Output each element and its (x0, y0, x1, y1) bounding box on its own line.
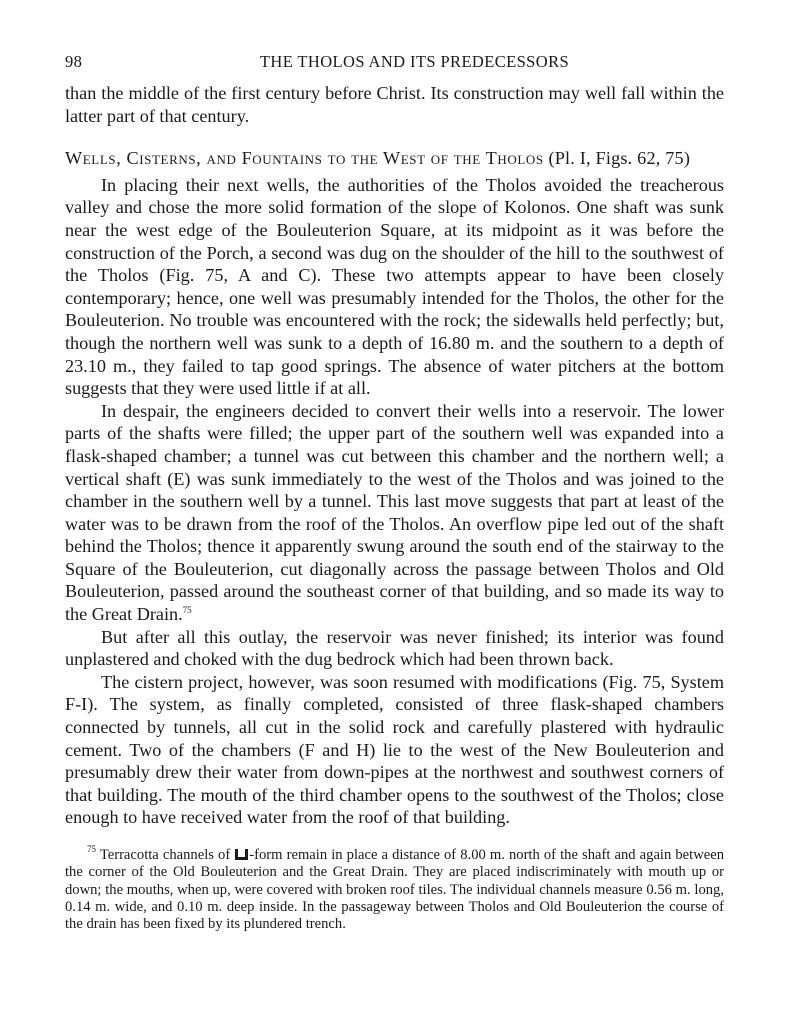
footnote-text-rest: -form remain in place a distance of 8.00 m. north of the shaft and again between the corner of the Old Bouleuterion and the Great Drain. They are placed indiscriminately with mouth up or down; the mouths, when up, were covered with broken roof tiles. The individual channels measure 0.56 m. long, 0.14 m. wide, and 0.10 m. deep inside. In the passageway between Tholos and Old Bouleuterion the course of the drain has been fixed by its plundered trench. (65, 847, 724, 933)
paragraph-reservoir (65, 400, 724, 626)
section-reference: (Pl. I, Figs. 62, 75) (548, 148, 691, 169)
section-heading (65, 147, 724, 170)
running-title: THE THOLOS AND ITS PREDECESSORS (259, 52, 570, 71)
paragraph-wells: In placing their next wells, the authorities of the Tholos avoided the treacherous valley and chose the more solid formation of the slope of Kolonos. One shaft was sunk near the west edge of the Bouleuterion Square, at its midpoint as it was before the construction of the Porch, a second was dug on the shoulder of the hill to the southwest of the Tholos (Fig. 75, A and C). These two attempts appear to have been closely contemporary; hence, one well was presumably intended for the Tholos, the other for the Bouleuterion. No trouble was encountered with the rock; the sidewalls held perfectly; but, though the northern well was sunk to a depth of 16.80 m. and the southern to a depth of 23.10 m., they failed to tap good springs. The absence of water pitchers at the bottom suggests that they were used little if at all. (65, 174, 724, 399)
book-page (65, 52, 724, 933)
footnote (65, 844, 724, 933)
page-number: 98 (65, 52, 83, 71)
footnote-text-start: Terracotta channels of (99, 847, 231, 863)
paragraph-outlay: But after all this outlay, the reservoir was never finished; its interior was found unplastered and choked with the dug bedrock which had been thrown back. (65, 626, 724, 670)
footnote-reference[interactable]: 75 (182, 605, 192, 616)
footnote-number: 75 (87, 844, 96, 854)
paragraph-cistern-project: The cistern project, however, was soon resumed with modifications (Fig. 75, System F-I). The system, as finally completed, consisted of three flask-shaped chambers connected by tunnels, all cut in the solid rock and carefully plastered with hydraulic cement. Two of the chambers (F and H) lie to the west of the New Bouleuterion and presumably drew their water from down-pipes at the northwest and southwest corners of that building. The mouth of the third chamber opens to the southwest of the Tholos; close enough to have received water from the roof of that building. (65, 671, 724, 828)
u-form-icon (235, 849, 248, 860)
page-header (65, 52, 724, 80)
section-title: Wells, Cisterns, and Fountains to the West of the Tholos (65, 148, 544, 169)
opening-paragraph: than the middle of the first century before Christ. Its construction may well fall within the latter part of that century. (65, 83, 724, 126)
paragraph-reservoir-text: In despair, the engineers decided to convert their wells into a reservoir. The lower parts of the shafts were filled; the upper part of the southern well was expanded into a flask-shaped chamber; a tunnel was cut between this chamber and the northern well; a vertical shaft (E) was sunk immediately to the west of the Tholos and was joined to the chamber in the southern well by a tunnel. This last move suggests that part at least of the water was to be drawn from the roof of the Tholos. An overflow pipe led out of the shaft behind the Tholos; thence it apparently swung around the south end of the stairway to the Square of the Bouleuterion, cut diagonally across the passage between Tholos and Old Bouleuterion, passed around the southeast corner of that building, and so made its way to the Great Drain. (65, 400, 724, 625)
